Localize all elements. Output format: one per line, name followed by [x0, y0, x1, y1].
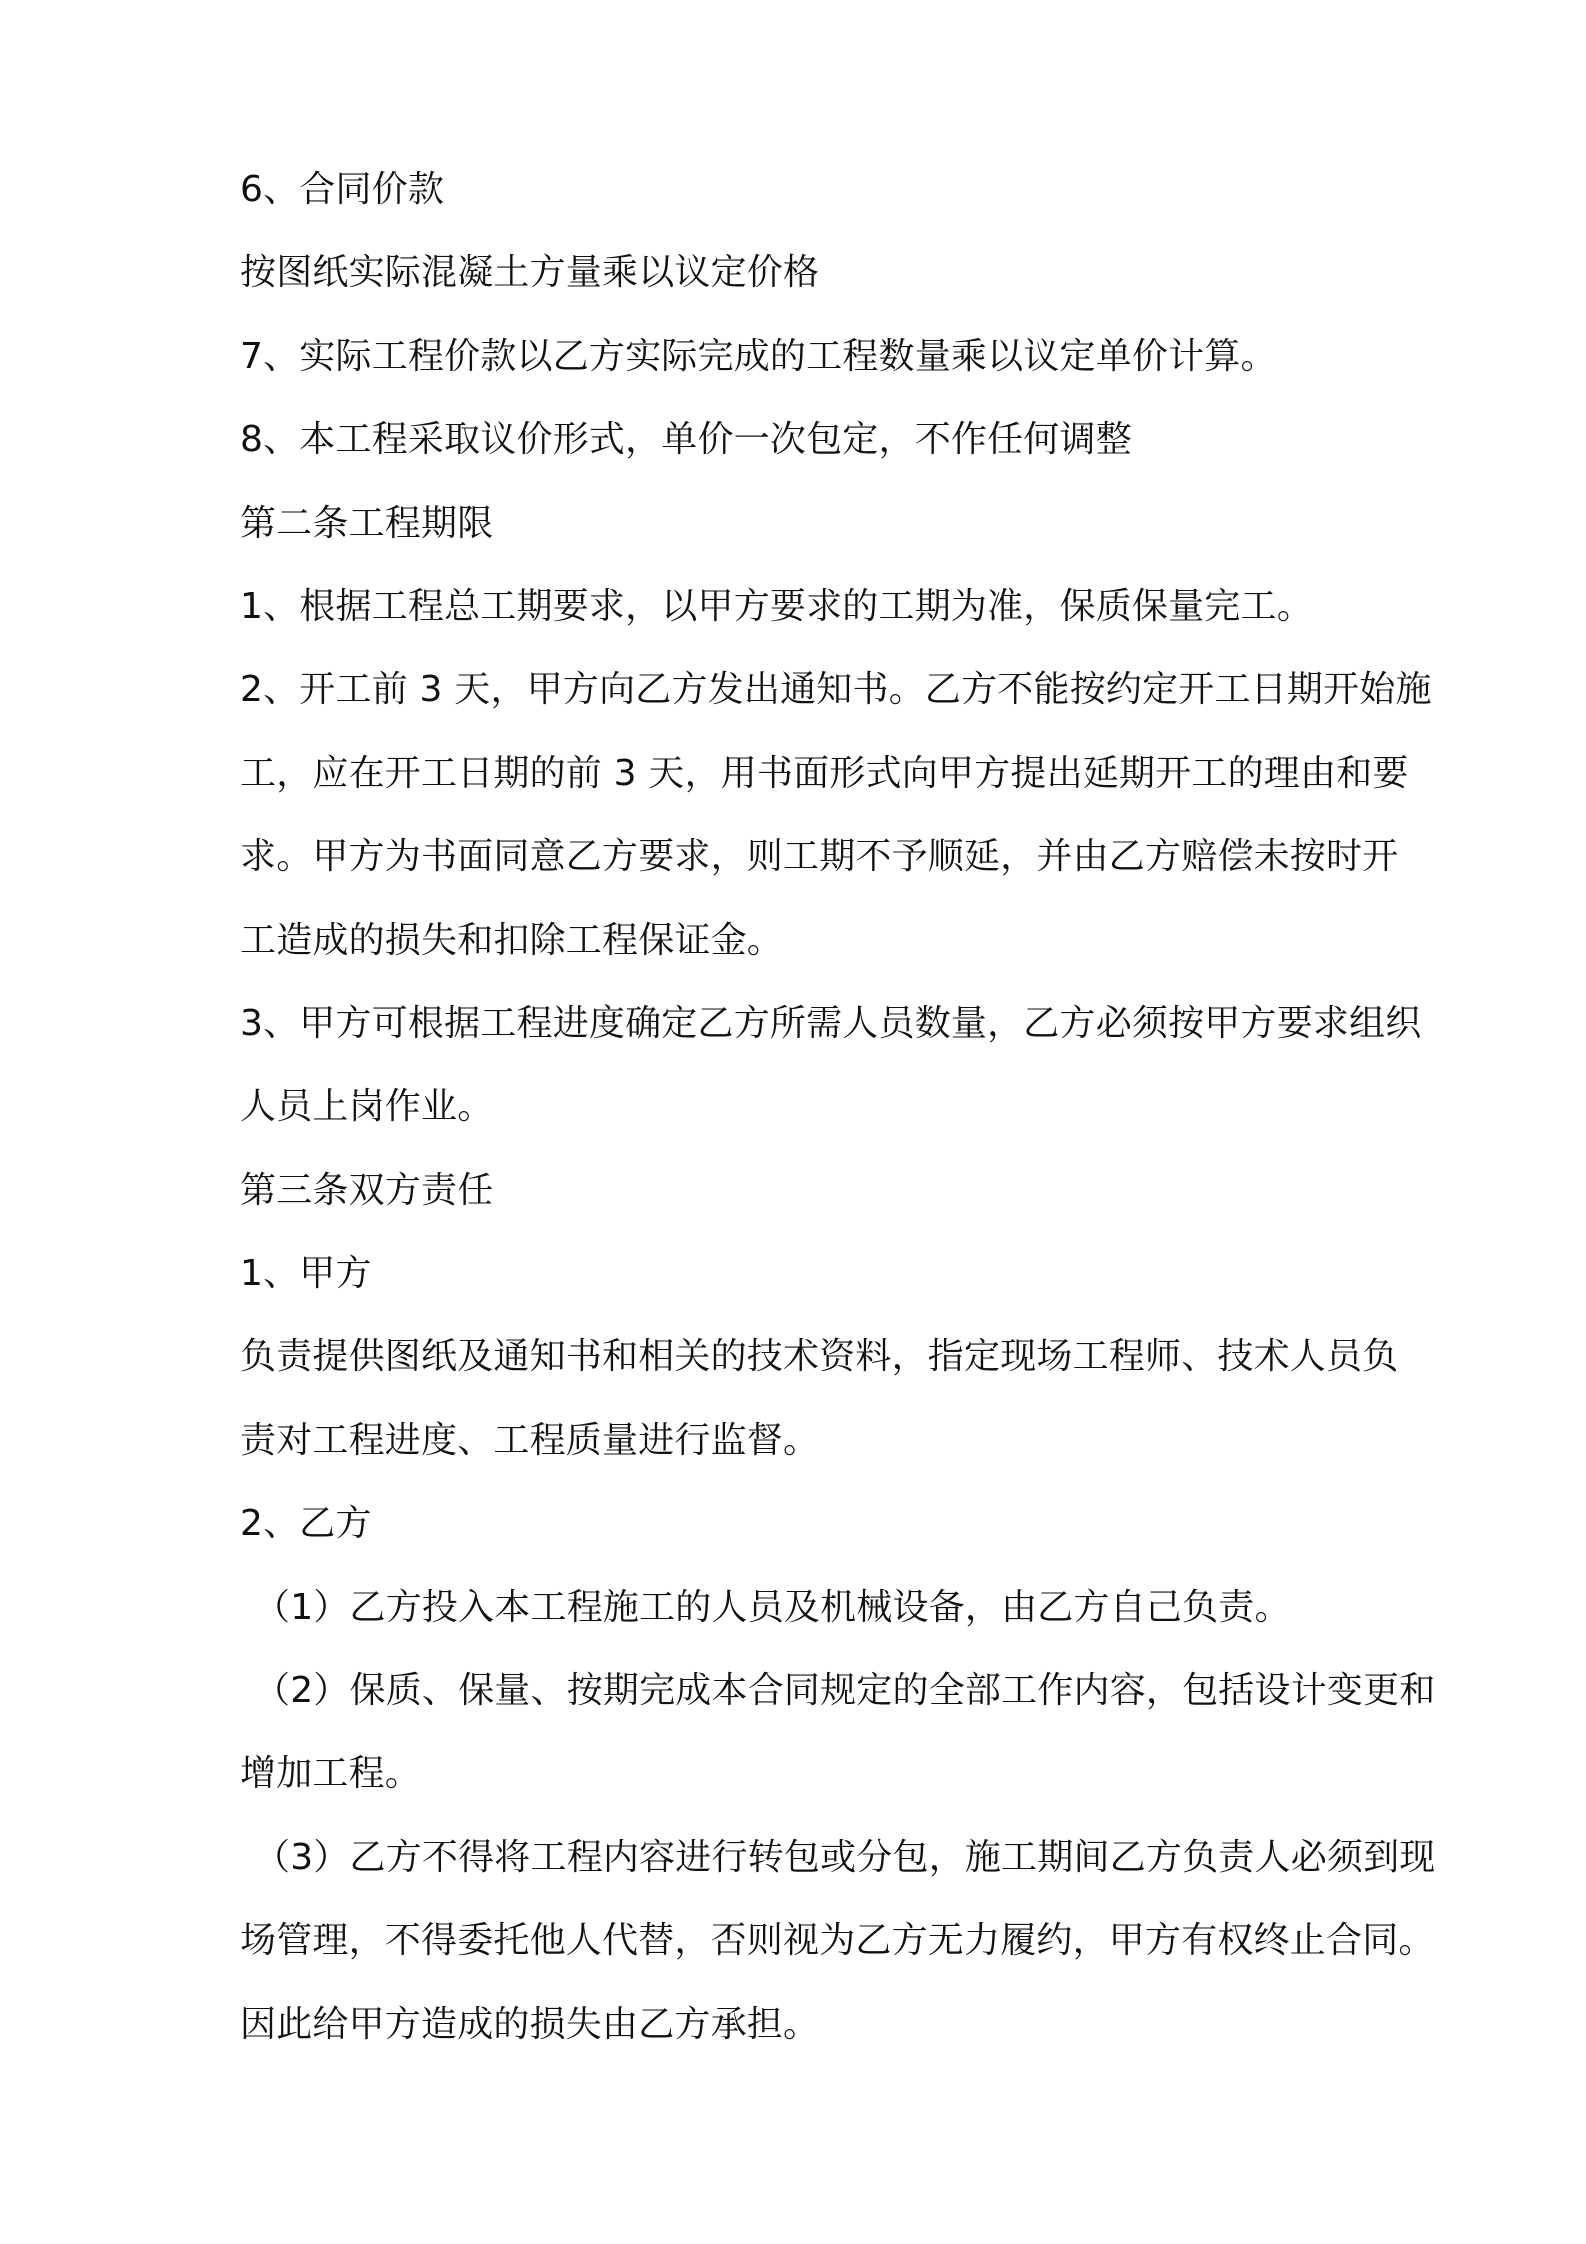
- list-item: （1）乙方投入本工程施工的人员及机械设备，由乙方自己负责。: [254, 1586, 1291, 1628]
- article-heading: 第三条双方责任: [240, 1169, 494, 1211]
- paragraph-line: 负责提供图纸及通知书和相关的技术资料，指定现场工程师、技术人员负: [240, 1336, 1399, 1378]
- paragraph-line: 场管理，不得委托他人代替，否则视为乙方无力履约，甲方有权终止合同。: [240, 1920, 1435, 1962]
- list-item: （2）保质、保量、按期完成本合同规定的全部工作内容，包括设计变更和: [254, 1670, 1436, 1712]
- paragraph-line: 7、实际工程价款以乙方实际完成的工程数量乘以议定单价计算。: [240, 335, 1277, 377]
- paragraph-line: 增加工程。: [240, 1753, 422, 1795]
- paragraph-line: 求。甲方为书面同意乙方要求，则工期不予顺延，并由乙方赔偿未按时开: [240, 836, 1399, 878]
- paragraph-line: 人员上岗作业。: [240, 1086, 494, 1128]
- document-body: [240, 148, 1460, 2066]
- paragraph-line: 工，应在开工日期的前 3 天，用书面形式向甲方提出延期开工的理由和要: [240, 752, 1409, 794]
- paragraph-line: 2、开工前 3 天，甲方向乙方发出通知书。乙方不能按约定开工日期开始施: [240, 669, 1432, 711]
- paragraph-line: 因此给甲方造成的损失由乙方承担。: [240, 2003, 820, 2045]
- paragraph-line: 工造成的损失和扣除工程保证金。: [240, 919, 784, 961]
- section-heading: 6、合同价款: [240, 169, 445, 210]
- paragraph-line: 按图纸实际混凝土方量乘以议定价格: [240, 252, 820, 294]
- paragraph-line: 1、根据工程总工期要求，以甲方要求的工期为准，保质保量完工。: [240, 585, 1313, 627]
- subsection-heading: 1、甲方: [240, 1253, 372, 1295]
- subsection-heading: 2、乙方: [240, 1503, 372, 1545]
- article-heading: 第二条工程期限: [240, 502, 494, 544]
- list-item: （3）乙方不得将工程内容进行转包或分包，施工期间乙方负责人必须到现: [254, 1836, 1436, 1878]
- paragraph-line: 责对工程进度、工程质量进行监督。: [240, 1419, 820, 1461]
- paragraph-line: 3、甲方可根据工程进度确定乙方所需人员数量，乙方必须按甲方要求组织: [240, 1002, 1422, 1044]
- paragraph-line: 8、本工程采取议价形式，单价一次包定，不作任何调整: [240, 419, 1132, 461]
